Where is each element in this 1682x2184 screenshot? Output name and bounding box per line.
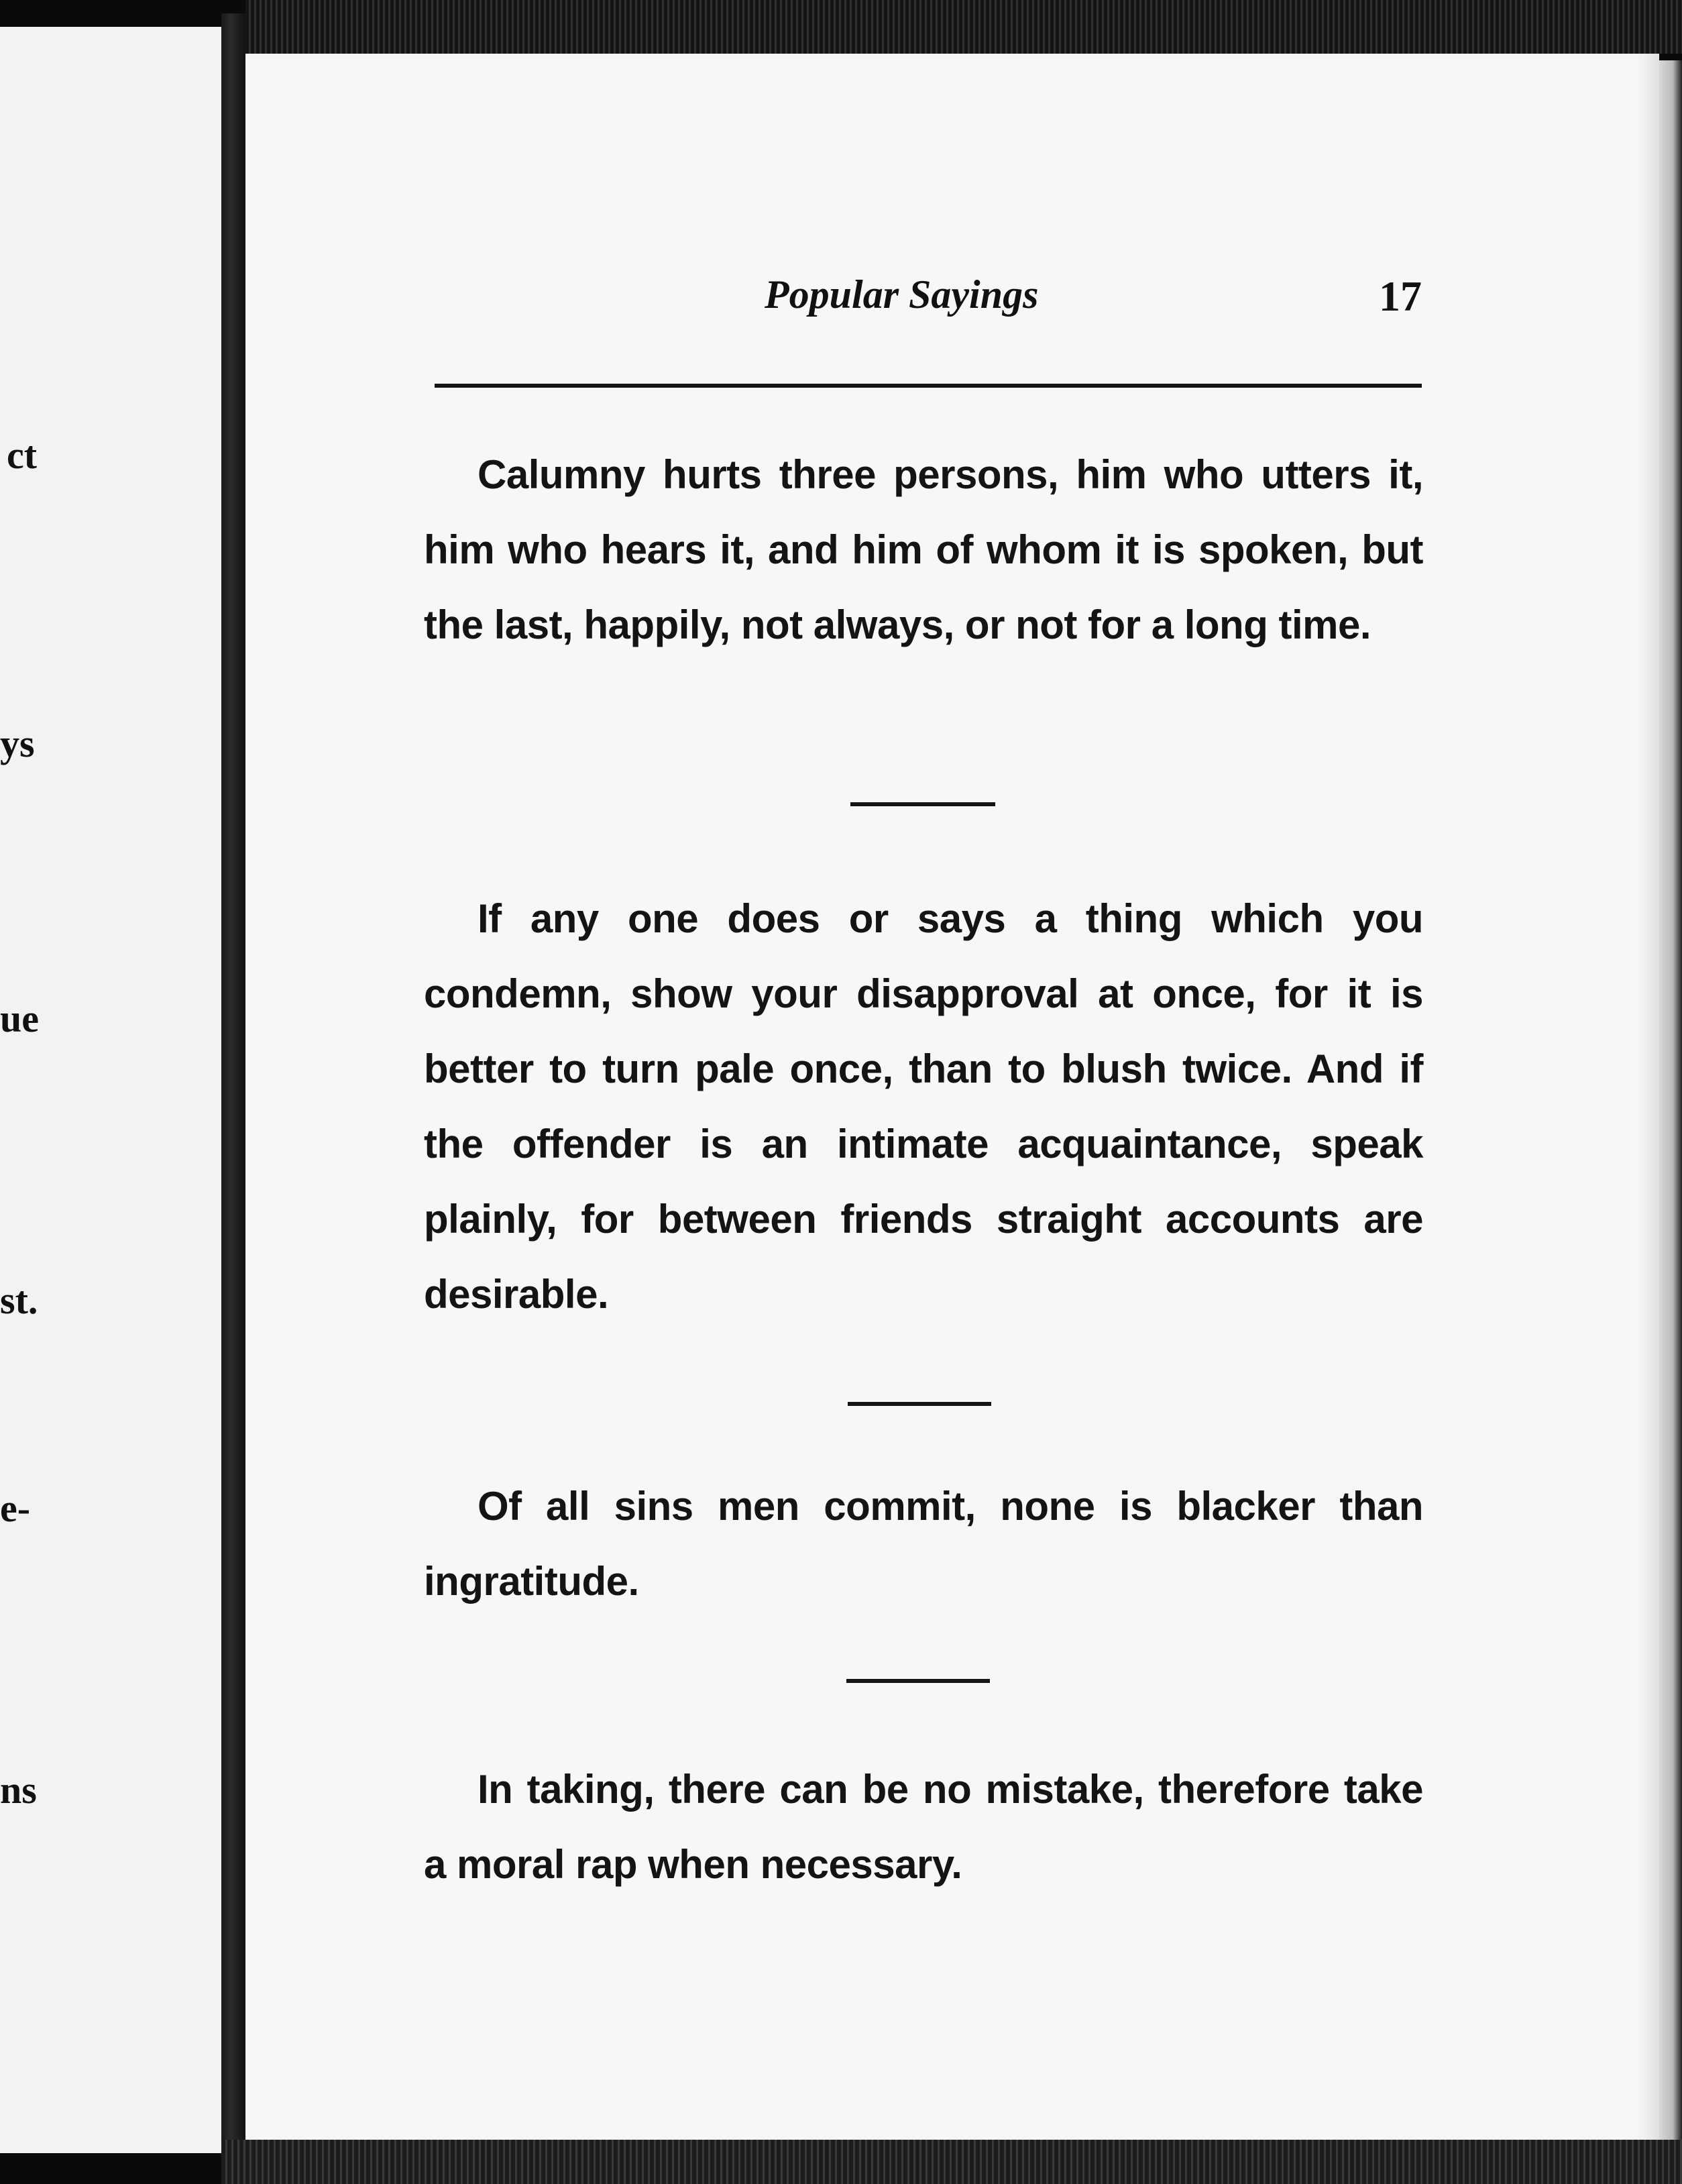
page-number: 17 <box>1379 272 1422 320</box>
scan-top-edge <box>245 0 1682 54</box>
section-separator <box>848 1402 991 1406</box>
paragraph-moral-rap: In taking, there can be no mistake, therefore take a moral rap when necessary. <box>424 1767 1423 1887</box>
section-separator <box>850 802 995 806</box>
left-page-fragment: ys <box>0 722 35 765</box>
left-page-fragment: st. <box>0 1278 38 1322</box>
paragraph-ingratitude: Of all sins men commit, none is blacker than ingratitude. <box>424 1484 1423 1604</box>
left-page-fragment: e- <box>0 1486 31 1530</box>
scan-bottom-edge <box>221 2140 1682 2184</box>
left-page <box>0 27 221 2153</box>
page-edge <box>1659 60 1682 2146</box>
header-rule <box>435 384 1422 388</box>
paragraph-disapproval: If any one does or says a thing which you condemn, show your disapproval at once, for it is better to turn pale once, than to blush twice. And if the offender is an intimate acquaintance, speak plainly, for between friends straight accounts are desirable. <box>424 896 1423 1317</box>
left-page-fragment: ct <box>7 433 38 477</box>
left-page-fragment: ue <box>0 997 39 1040</box>
paragraph-calumny: Calumny hurts three persons, him who utters it, him who hears it, and him of whom it is spoken, but the last, happily, not always, or not for a long time. <box>424 452 1423 647</box>
page-header <box>429 272 1422 325</box>
book-gutter <box>221 13 245 2184</box>
section-separator <box>846 1679 990 1683</box>
running-title: Popular Sayings <box>765 272 1039 317</box>
left-page-fragment: ns <box>0 1768 37 1812</box>
